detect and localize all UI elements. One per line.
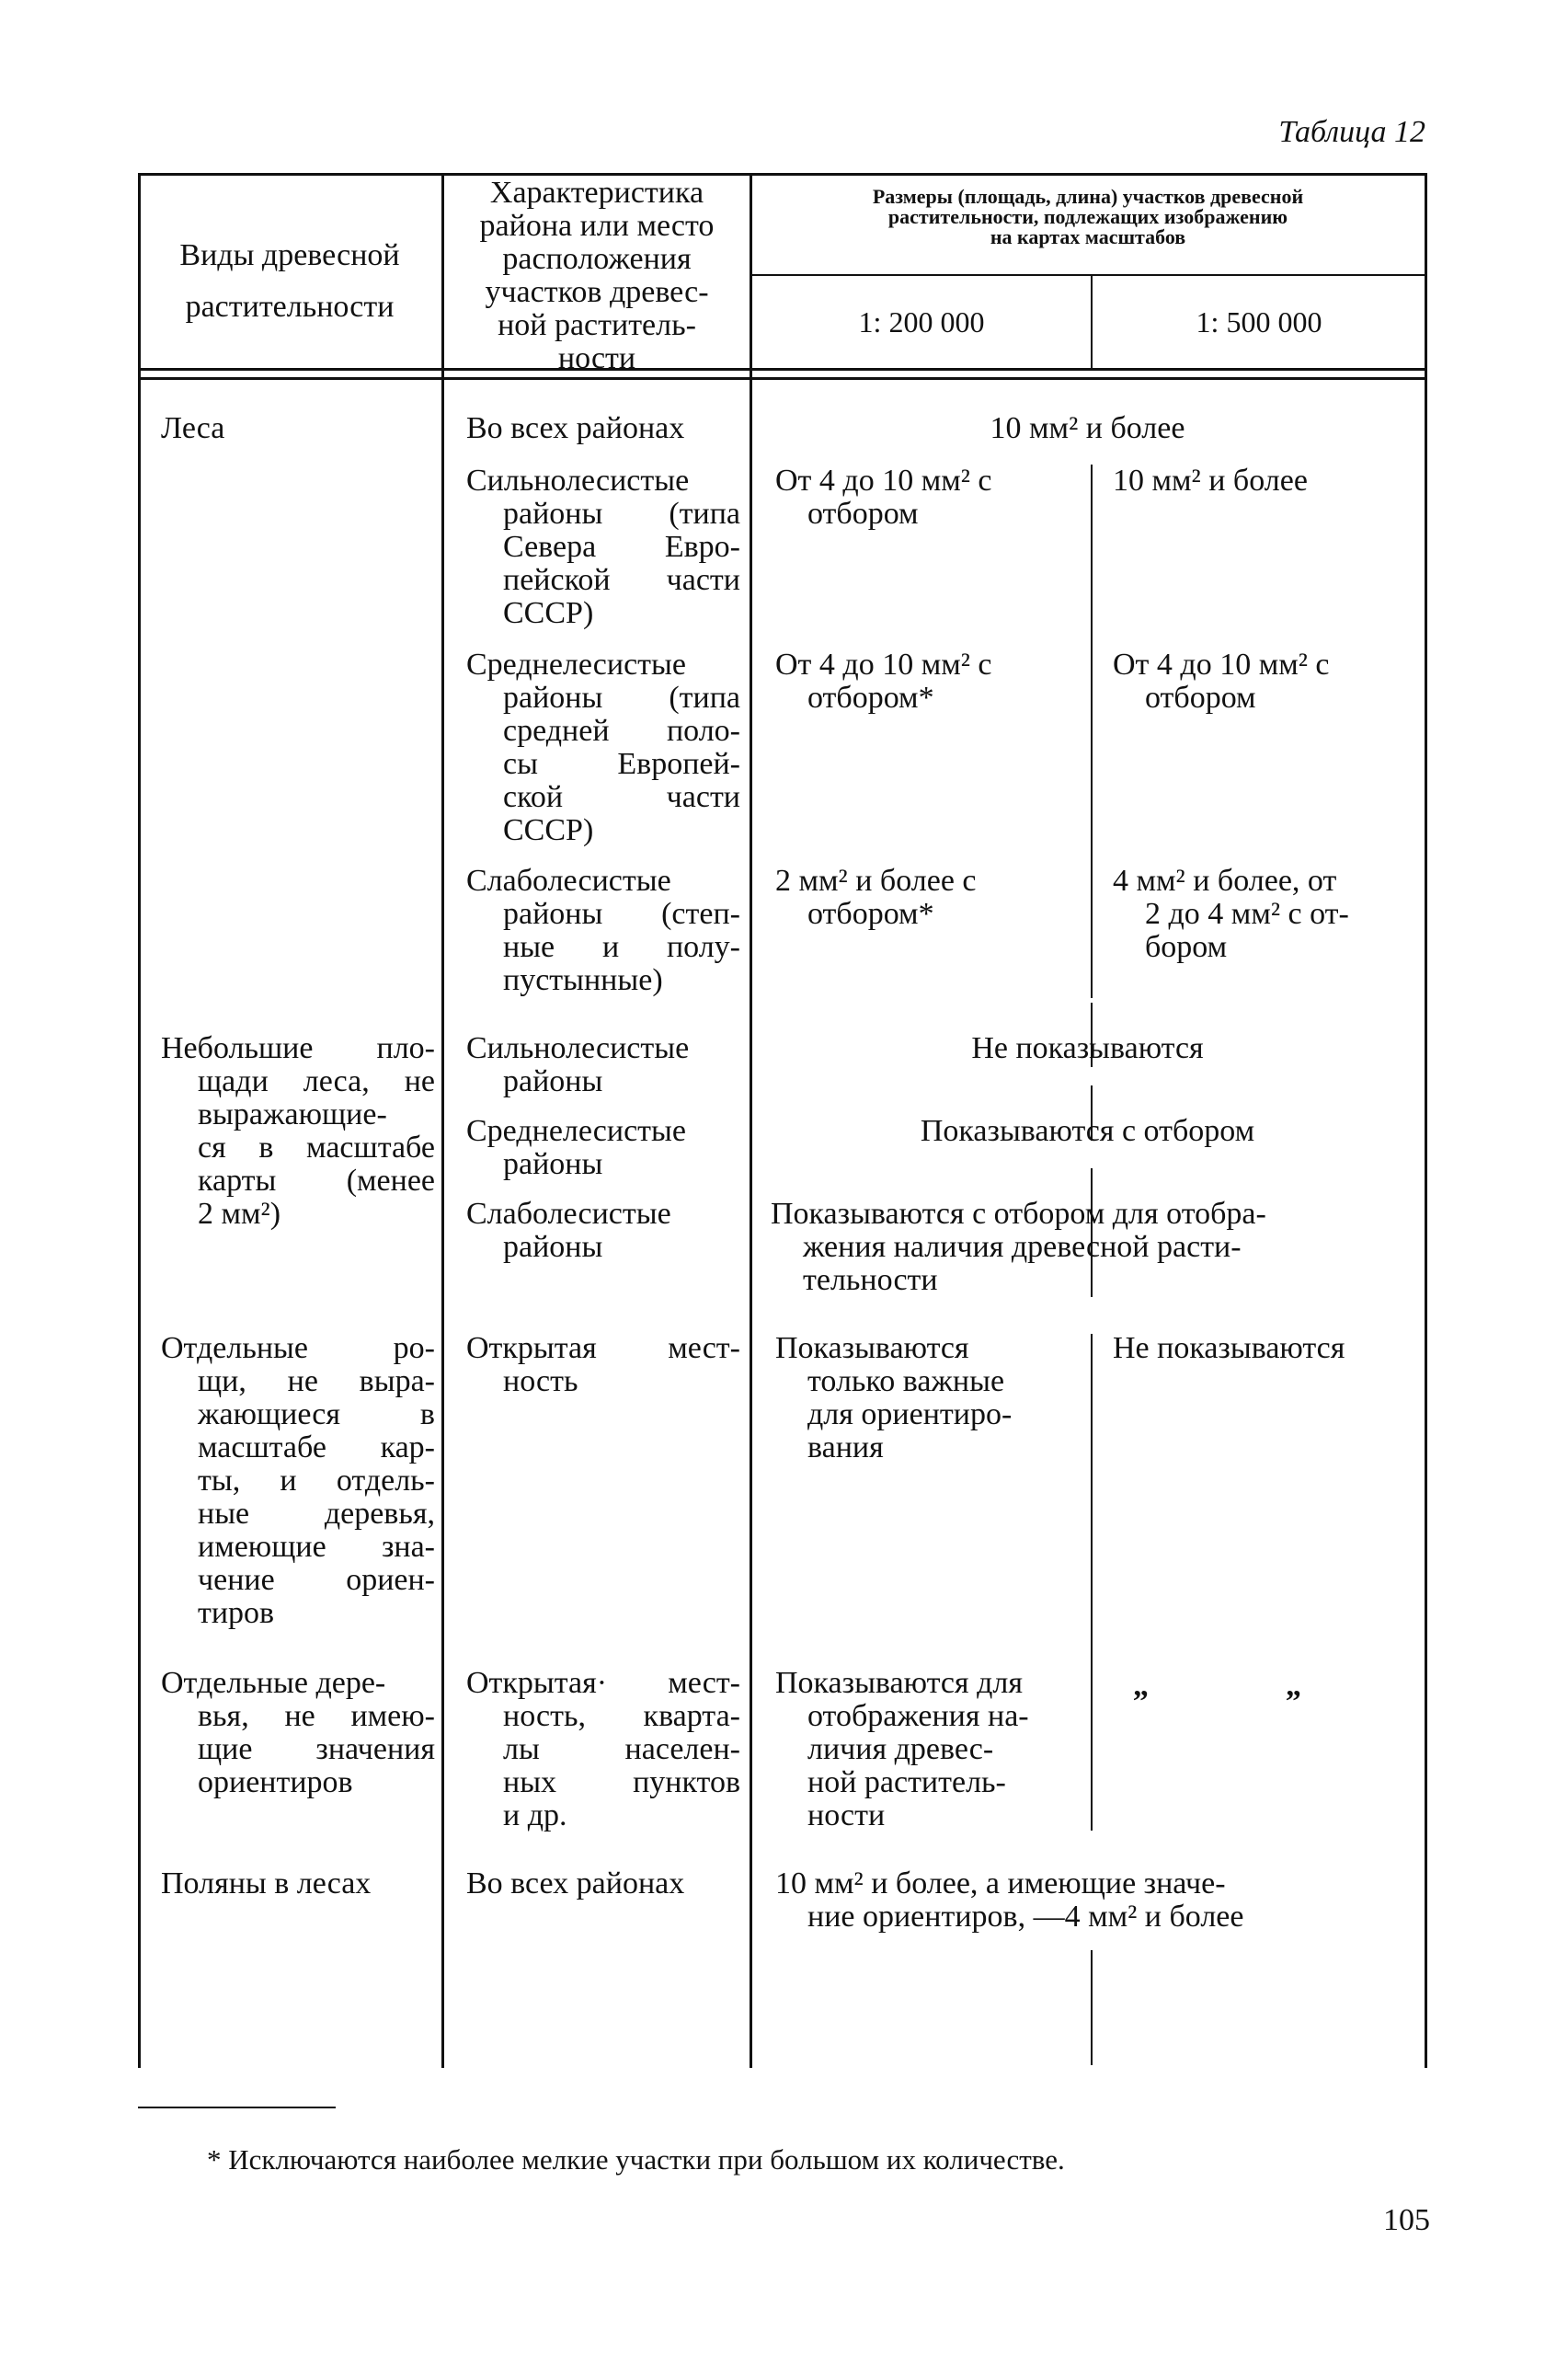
strong-value-500000: 10 мм² и более — [1113, 464, 1308, 498]
glades-region: Во всех районах — [466, 1866, 685, 1900]
weak-value-200000: 2 мм² и более с отбором* — [775, 864, 977, 931]
medium-value-200000: От 4 до 10 мм² с отбором* — [775, 648, 992, 715]
trees-value-200000: Показываются для отображения на- личия древес- ной раститель- ности — [775, 1666, 1029, 1832]
trees-region: Открытая· мест- ность, кварта- лы населен- ных пунктов и др. — [466, 1666, 740, 1832]
small-value-3: Показываются с отбором для отобра- жения наличия древесной расти- тельности — [771, 1197, 1266, 1297]
small-value-1: Не показываются — [971, 1031, 1204, 1065]
page-number: 105 — [1383, 2203, 1430, 2237]
footnote: * Исключаются наиболее мелкие участки при большом их количестве. — [207, 2143, 1065, 2176]
strong-region: Сильнолесистые районы (типа Севера Евро- пейской части СССР) — [466, 464, 740, 630]
small-region-3: Слаболесистые районы — [466, 1197, 671, 1264]
header-col1: Виды древесной растительности — [179, 238, 400, 324]
header-col3-title: Размеры (площадь, длина) участков древесной растительности, подлежащих изображению на картах масштабов — [872, 185, 1304, 248]
column-divider-2 — [750, 173, 752, 2068]
small-region-2: Среднелесистые районы — [466, 1114, 686, 1181]
scale-divider-header — [1091, 276, 1093, 368]
groves-value-200000: Показываются только важные для ориентиро- вания — [775, 1331, 1013, 1464]
row-forests-all-value: 10 мм² и более — [990, 411, 1185, 445]
row-forests-type: Леса — [161, 411, 225, 445]
table-caption: Таблица 12 — [1278, 115, 1425, 149]
row-forests-all-regions: Во всех районах — [466, 411, 685, 445]
groves-value-500000: Не показываются — [1113, 1331, 1345, 1365]
groves-type: Отдельные ро- щи, не выра- жающиеся в масштабе кар- ты, и отдель- ные деревья, имеющие зна- чение ориен- тиров — [161, 1331, 435, 1630]
medium-region: Среднелесистые районы (типа средней поло- сы Европей- ской части СССР) — [466, 648, 740, 847]
header-bottom-rule-1 — [138, 368, 1427, 371]
scale-divider-a — [1091, 465, 1093, 998]
table-right-border — [1425, 173, 1427, 2068]
table-top-border — [138, 173, 1427, 176]
groves-region: Открытая мест- ность — [466, 1331, 740, 1398]
header-scale-200000: 1: 200 000 — [858, 305, 985, 339]
small-region-1: Сильнолесистые районы — [466, 1031, 690, 1098]
column-divider-1 — [441, 173, 444, 2068]
header-subdivider — [751, 274, 1425, 276]
strong-value-200000: От 4 до 10 мм² с отбором — [775, 464, 992, 531]
small-value-2: Показываются с отбором — [920, 1114, 1255, 1148]
table-left-border — [138, 173, 141, 2068]
scale-divider-f — [1091, 1950, 1093, 2065]
footnote-rule — [138, 2107, 336, 2108]
header-col2: Характеристика района или место расположения участков древес- ной раститель- ности — [479, 176, 715, 375]
glades-value: 10 мм² и более, а имеющие значе- ние ориентиров, —4 мм² и более — [775, 1866, 1244, 1934]
header-bottom-rule-2 — [138, 377, 1427, 380]
glades-type: Поляны в лесах — [161, 1866, 372, 1900]
header-scale-500000: 1: 500 000 — [1196, 305, 1322, 339]
scale-divider-e — [1091, 1334, 1093, 1831]
weak-region: Слаболесистые районы (степ- ные и полу- пустынные) — [466, 864, 740, 997]
trees-ditto-1: „ — [1133, 1669, 1149, 1703]
trees-type: Отдельные дере- вья, не имею- щие значения ориентиров — [161, 1666, 435, 1799]
medium-value-500000: От 4 до 10 мм² с отбором — [1113, 648, 1330, 715]
trees-ditto-2: „ — [1286, 1669, 1301, 1703]
weak-value-500000: 4 мм² и более, от 2 до 4 мм² с от- бором — [1113, 864, 1349, 964]
small-areas-type: Небольшие пло- щади леса, не выражающие- ся в масштабе карты (менее 2 мм²) — [161, 1031, 435, 1231]
